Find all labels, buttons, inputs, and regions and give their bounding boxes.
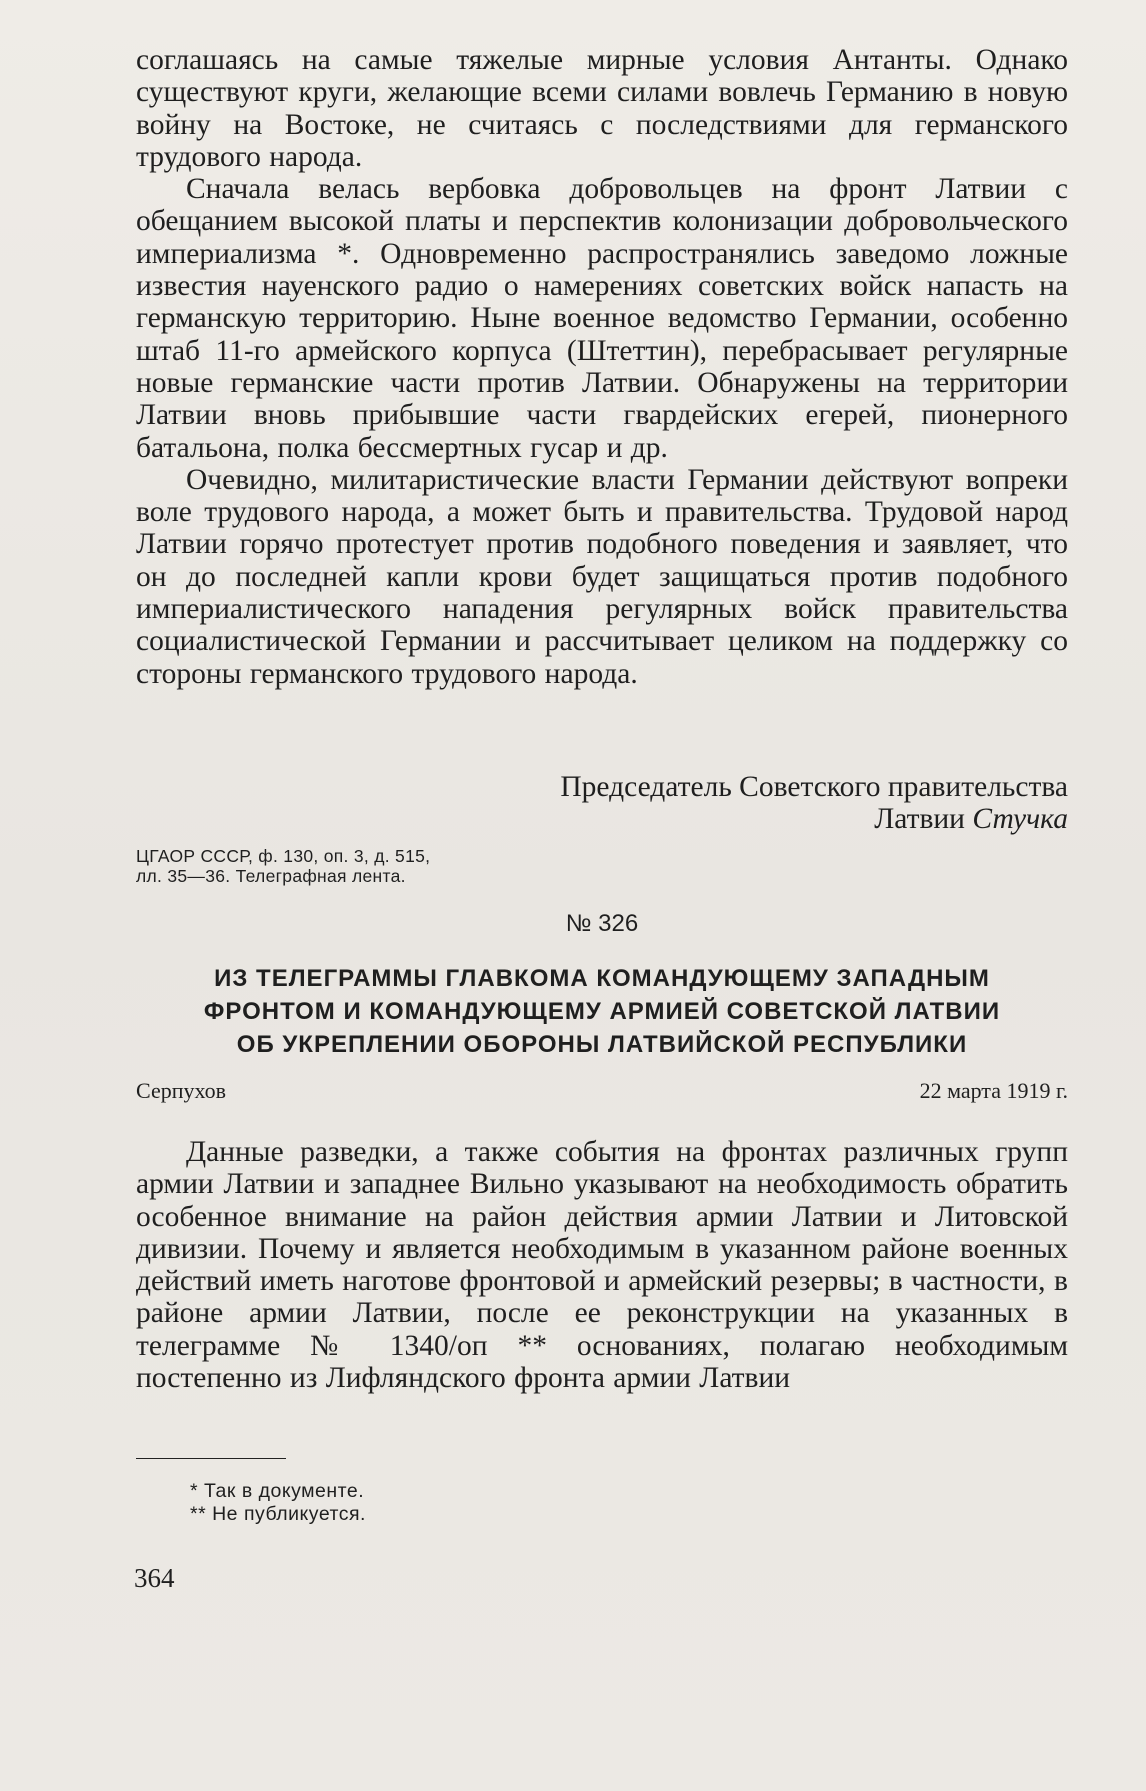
place-date-line (136, 1078, 1068, 1104)
document-number-wrap (136, 910, 1068, 938)
title-line: ИЗ ТЕЛЕГРАММЫ ГЛАВКОМА КОМАНДУЮЩЕМУ ЗАПАДНЫМ (214, 965, 990, 992)
document-body (136, 1136, 1068, 1394)
page-number: 364 (134, 1563, 175, 1593)
title-line: ОБ УКРЕПЛЕНИИ ОБОРОНЫ ЛАТВИЙСКОЙ РЕСПУБЛИКИ (236, 1031, 968, 1058)
document-date: 22 марта 1919 г. (919, 1078, 1068, 1103)
footnote: * Так в документе. (190, 1480, 365, 1502)
paragraph: соглашаясь на самые тяжелые мирные условия Антанты. Однако существуют круги, желающие всеми силами вовлечь Германию в новую войну на Востоке, не считаясь с последствиями для германского трудового народа. (136, 44, 1068, 173)
body-paragraph: Данные разведки, а также события на фронтах различных групп армии Латвии и западнее Вильно указывают на необходимость обратить особенное внимание на район действия армии Латвии и Литовской дивизии. Почему и является необходимым в указанном районе военных действий иметь наготове фронтовой и армейский резервы; в частности, в районе армии Латвии, после ее реконструкции на указанных в телеграмме № 1340/оп ** основаниях, полагаю необходимым постепенно из Лифляндского фронта армии Латвии (136, 1136, 1068, 1395)
title-line: ФРОНТОМ И КОМАНДУЮЩЕМУ АРМИЕЙ СОВЕТСКОЙ ЛАТВИИ (203, 998, 1001, 1025)
signature-block (136, 771, 1068, 836)
source-note (136, 846, 1068, 886)
document-number: № 326 (565, 910, 639, 937)
footnotes (190, 1480, 890, 1526)
signature-country: Латвии (874, 803, 965, 836)
continuation-text (136, 44, 1068, 690)
source-line-2: лл. 35—36. Телеграфная лента. (136, 866, 406, 886)
document-title (136, 962, 1068, 1061)
paragraph: Сначала велась вербовка добровольцев на фронт Латвии с обещанием высокой платы и перспектив колонизации добровольческого империализма *. Одновременно распространялись заведомо ложные известия науенского радио о намерениях советских войск напасть на германскую территорию. Ныне военное ведомство Германии, особенно штаб 11-го армейского корпуса (Штеттин), перебрасывает регулярные новые германские части против Латвии. Обнаружены на территории Латвии вновь прибывшие части гвардейских егерей, пионерного батальона, полка бессмертных гусар и др. (136, 173, 1068, 464)
source-line-1: ЦГАОР СССР, ф. 130, оп. 3, д. 515, (136, 846, 431, 866)
document-place: Серпухов (136, 1078, 227, 1103)
signature-line (136, 803, 1068, 835)
footnote: ** Не публикуется. (190, 1503, 366, 1525)
paragraph: Очевидно, милитаристические власти Германии действуют вопреки воле трудового народа, а может быть и правительства. Трудовой народ Латвии горячо протестует против подобного поведения и заявляет, что он до последней капли крови будет защищаться против подобного империалистического нападения регулярных войск правительства социалистической Германии и рассчитывает целиком на поддержку со стороны германского трудового народа. (136, 463, 1068, 690)
signature-position: Председатель Советского правительства (560, 771, 1068, 803)
signature-name: Стучка (972, 803, 1068, 836)
footnote-divider (136, 1458, 286, 1459)
